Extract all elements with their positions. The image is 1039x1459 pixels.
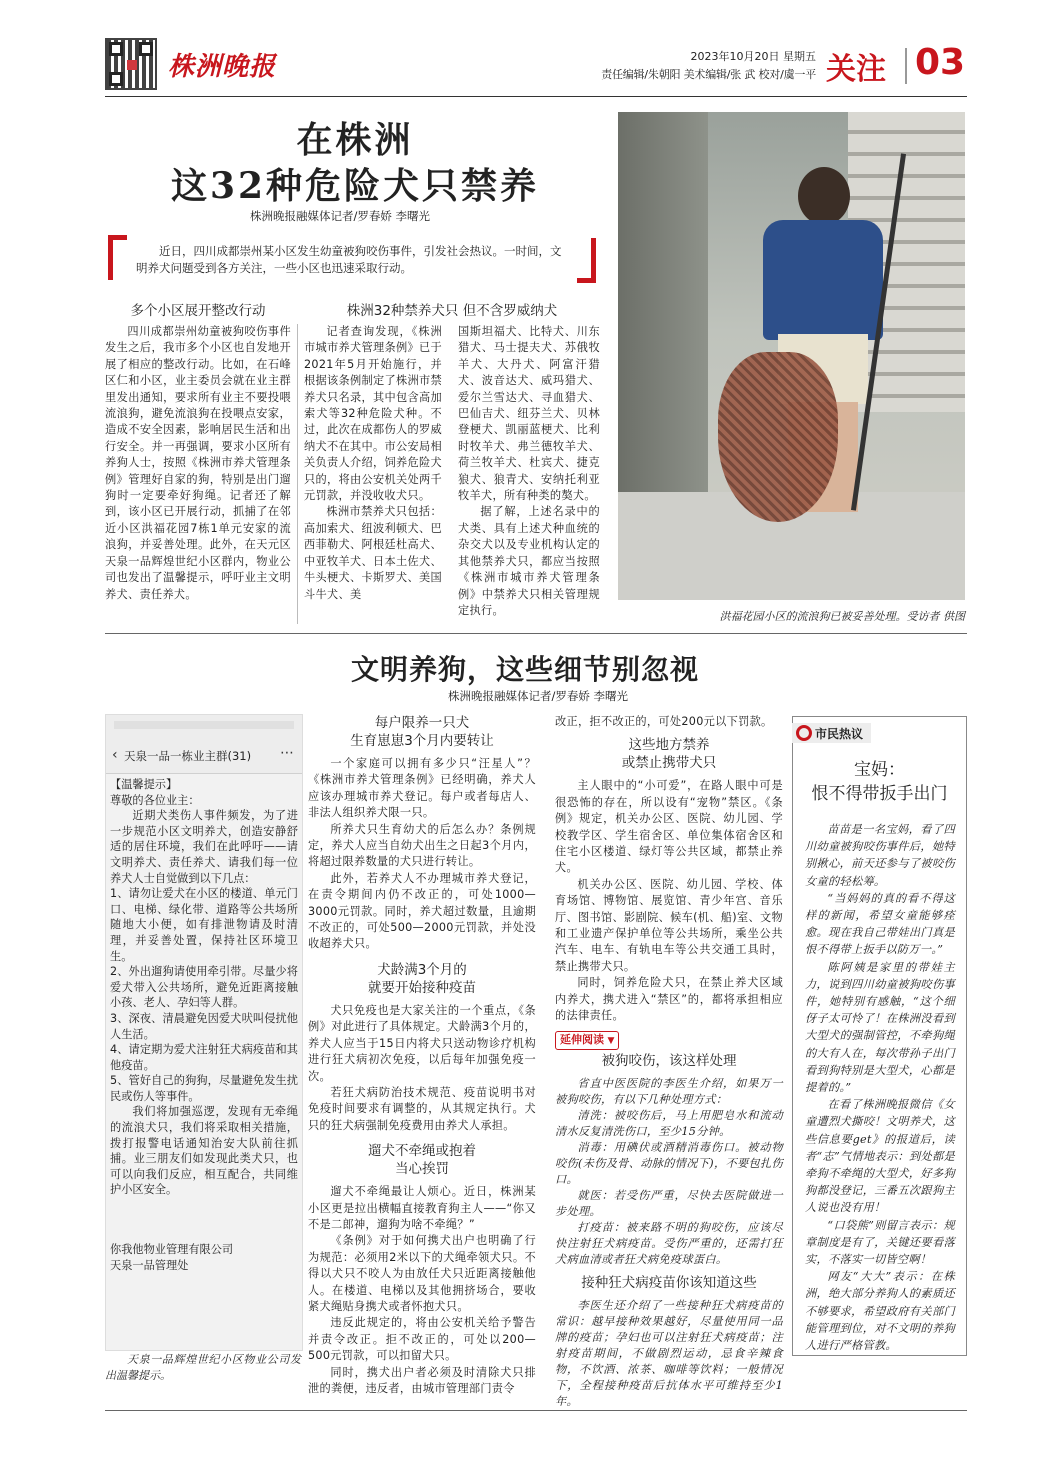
colA-head5: 遛犬不牵绳或抱着 — [368, 1143, 476, 1160]
article1-lead: 近日，四川成都崇州某小区发生幼童被狗咬伤事件，引发社会热议。一时间，文明养犬问题受到各方关注，一些小区也迅速采取行动。 — [136, 244, 562, 275]
article1-col2-p2: 株洲市禁养犬只包括：高加索犬、纽波利顿犬、巴西菲勒犬、阿根廷杜高犬、中亚牧羊犬、日本土佐犬、牛头梗犬、卡斯罗犬、美国斗牛犬、美 — [304, 505, 442, 601]
colA-p7: 《条例》对于如何携犬出户也明确了行为规范：必须用2米以下的犬绳牵领犬只。不得以犬只不咬人为由放任犬只近距离接触他人。在楼道、电梯以及其他拥挤场合，要收紧犬绳贴身携犬或者怀抱犬只。 — [308, 1234, 536, 1313]
colA-p2: 所养犬只生育幼犬的后怎么办？条例规定，养犬人应当自幼犬出生之日起3个月内，将超过限养数量的犬只进行转让。 — [308, 822, 536, 869]
photo-net-bag — [718, 352, 838, 522]
colB-p1: 主人眼中的“小可爱”，在路人眼中可是很恐怖的存在，所以设有“宠物”禁区。《条例》规定，机关办公区、医院、幼儿园、学校教学区、学生宿舍区、单位集体宿舍区和住宅小区楼道、绿灯等公共区域，都禁止养犬。 — [555, 779, 783, 875]
colB-p2: 机关办公区、医院、幼儿园、学校、体育场馆、博物馆、展览馆、青少年宫、音乐厅、图书馆、影剧院、候车(机、船)室、文物和工业遗产保护单位等公共场所，乘坐公共汽车、电车、有轨电车等公共交通工具时，禁止携带犬只。 — [555, 877, 783, 973]
article1-col2-head: 株洲32种禁养犬只 但不含罗威纳犬 — [346, 303, 558, 319]
masthead-rule — [105, 96, 967, 97]
article1-col2 — [304, 324, 442, 603]
qr-code — [105, 38, 157, 90]
article1-col2-p1: 记者查询发现，《株洲市城市养犬管理条例》已于2021年5月开始施行，并根据该条例制定了株洲市禁养犬只名录，其中包含高加索犬等32种危险犬种。不过，此次在成都伤人的罗威纳犬不在其中。市公安局相关负责人介绍，饲养危险犬只的，将由公安机关处两千元罚款，并没收收犬只。 — [304, 325, 442, 503]
colB-head2: 或禁止携带犬只 — [621, 755, 717, 772]
chat-screenshot — [105, 714, 303, 1351]
colA-p6: 遛犬不牵绳最让人烦心。近日，株洲某小区更是拉出横幅直接教育狗主人——“你又不是二郎神，遛狗为啥不牵绳？” — [308, 1185, 536, 1231]
colA-head4: 就要开始接种疫苗 — [368, 979, 476, 996]
more-icon[interactable]: ⋯ — [280, 745, 294, 761]
page-number: 03 — [915, 42, 966, 83]
article1-col1-head: 多个小区展开整改行动 — [130, 303, 266, 319]
colA-p3: 此外，若养犬人不办理城市养犬登记，在责令期间内仍不改正的，可处1000—3000元罚款。同时，养犬超过数量，且逾期不改正的，可处500—2000元罚款，并处没收超养犬只。 — [308, 871, 536, 951]
article1-title-line1: 在株洲 — [296, 119, 414, 161]
colB-p4: 省直中医医院的李医生介绍，如果万一被狗咬伤，有以下几种处理方式： — [555, 1076, 783, 1106]
article1-byline: 株洲晚报融媒体记者/罗春娇 李曙光 — [250, 209, 431, 223]
article1-col1 — [105, 324, 291, 603]
footer-rule — [105, 1410, 967, 1411]
colB-head1: 这些地方禁养 — [628, 737, 710, 754]
article-separator — [105, 633, 967, 634]
notice-item-5: 5、管好自己的狗狗，尽量避免发生扰民或伤人等事件。 — [110, 1074, 298, 1103]
sidebar-p5: “口袋熊”则留言表示：规章制度是有了，关键还要看落实，不落实一切皆空啊！ — [805, 1218, 955, 1267]
section-divider — [905, 48, 907, 84]
colB-p3: 同时，饲养危险犬只，在禁止养犬区域内养犬，携犬进入“禁区”的，都将承担相应的法律责任。 — [555, 976, 783, 1023]
sidebar-tag-label: 市民热议 — [815, 726, 864, 741]
colA-head1: 每户限养一只犬 — [374, 715, 470, 731]
sidebar-box — [792, 716, 967, 1356]
chat-header — [106, 715, 302, 774]
notice-sign-office: 天泉一品管理处 — [110, 1258, 189, 1272]
notice-sign-company: 你我他物业管理有限公司 — [110, 1243, 234, 1257]
sidebar-body — [805, 821, 955, 1354]
notice-item-3: 3、深夜、清晨避免因爱犬吠叫侵扰他人生活。 — [110, 1011, 298, 1041]
article1-photo — [618, 112, 965, 600]
triangle-icon: ▼ — [607, 1035, 615, 1046]
col-divider — [297, 324, 298, 624]
status-bar — [114, 721, 294, 729]
sidebar-tag — [792, 723, 871, 743]
notice-tag: 【温馨提示】 — [110, 778, 178, 791]
article1-col3-p2: 据了解，上述名录中的犬类、具有上述犬种血统的杂交犬以及专业机构认定的其他禁养犬只，都应当按照《株洲市城市养犬管理条例》中禁养犬只相关管理规定执行。 — [458, 505, 600, 617]
circle-icon — [796, 725, 812, 741]
sidebar-p6: 网友“大大”表示：在株洲，绝大部分养狗人的素质还不够要求，希望政府有关部门能管理到位，对不文明的养狗人进行严格管教。 — [805, 1270, 955, 1353]
colA-head3: 犬龄满3个月的 — [377, 961, 467, 978]
back-icon[interactable]: ‹ — [112, 747, 118, 763]
colB-head3: 被狗咬伤，该这样处理 — [601, 1052, 737, 1069]
colA-head6: 当心挨罚 — [395, 1161, 449, 1178]
article1-title-line2: 这32种危险犬只禁养 — [170, 165, 540, 207]
chat-message — [106, 777, 302, 1273]
colA-p8: 违反此规定的，将由公安机关给予警告并责令改正。拒不改正的，可处以200—500元罚款，可以扣留犬只。 — [308, 1316, 536, 1363]
notice-item-2: 2、外出遛狗请使用牵引带。尽量少将爱犬带入公共场所，避免近距离接触小孩、老人、孕妇等人群。 — [110, 965, 298, 1010]
chat-title: 天泉一品一栋业主群(31) — [124, 749, 252, 763]
article2-colB — [555, 714, 783, 1410]
notice-closing: 我们将加强巡逻，发现有无牵绳的流浪犬只，我们将采取相关措施，拨打报警电话通知治安大队前往抓捕。业三朋友们如发现此类犬只，也可以向我们反应，相互配合，共同维护小区安全。 — [110, 1105, 298, 1197]
bracket-bottom-right — [577, 238, 596, 283]
masthead-logo: 株洲晚报 — [168, 52, 277, 82]
photo-person-head — [798, 167, 850, 225]
colB-p5: 清洗：被咬伤后，马上用肥皂水和流动清水反复清洗伤口，至少15分钟。 — [555, 1108, 783, 1138]
editor-credits: 责任编辑/朱朝阳 美术编辑/张 武 校对/虞一平 — [601, 68, 816, 81]
bracket-top-left — [108, 235, 127, 280]
colA-p5: 若狂犬病防治技术规范、疫苗说明书对免疫时间要求有调整的，从其规定执行。犬只的狂犬病强制免疫费用由养犬人承担。 — [308, 1085, 536, 1132]
sidebar-p3: 陈阿姨是家里的带娃主力，说到四川幼童被狗咬伤事件，她特别有感触，“这个细伢子太可怜了！在株洲没看到大型犬的强制管控，不牵狗绳的大有人在，每次带孙子出门看到狗特别是大型犬，心都是提着的。” — [805, 960, 955, 1095]
article1-lead-box — [108, 235, 596, 283]
colB-p6: 消毒：用碘伏或酒精消毒伤口。被动物咬伤(未伤及骨、动脉的情况下)，不要包扎伤口。 — [555, 1140, 783, 1186]
sidebar-p2: “当妈妈的真的看不得这样的新闻，希望女童能够痊愈。现在我自己带娃出门真是恨不得带上扳手以防万一。” — [805, 891, 955, 957]
colB-p7: 就医：若受伤严重，尽快去医院做进一步处理。 — [555, 1188, 783, 1218]
section-name: 关注 — [826, 52, 886, 87]
issue-date: 2023年10月20日 星期五 — [690, 50, 816, 63]
sidebar-p1: 苗苗是一名宝妈，看了四川幼童被狗咬伤事件后，她特别揪心，前天还参与了被咬伤女童的轻松筹。 — [805, 823, 955, 888]
colA-p4: 犬只免疫也是大家关注的一个重点，《条例》对此进行了具体规定。犬龄满3个月的，养犬人应当于15日内将犬只送动物诊疗机构进行狂犬病初次免疫，以后每年加强免疫一次。 — [308, 1003, 536, 1083]
colB-p0: 改正，拒不改正的，可处200元以下罚款。 — [555, 715, 773, 728]
notice-greeting: 尊敬的各位业主： — [110, 793, 200, 807]
sidebar-title2: 恨不得带扳手出门 — [811, 784, 948, 804]
article2-colA — [308, 714, 536, 1397]
colB-head4: 接种狂犬病疫苗你该知道这些 — [581, 1274, 757, 1291]
sidebar-p4: 在看了株洲晚报微信《女童遭烈犬撕咬！文明养犬，这些信息要get》的报道后，读者“志”气情地表示：到处都是牵狗不牵绳的大型犬，好多狗狗都没登记，三番五次跟狗主人说也没有用！ — [805, 1098, 955, 1215]
article2-byline: 株洲晚报融媒体记者/罗春娇 李曙光 — [448, 689, 629, 703]
colA-p1: 一个家庭可以拥有多少只“汪星人”？《株洲市养犬管理条例》已经明确，养犬人应该办理城市养犬登记。每户或者每店人、非法人组织养犬限一只。 — [308, 757, 536, 820]
chat-caption: 天泉一品辉煌世纪小区物业公司发出温馨提示。 — [105, 1353, 301, 1382]
colB-p8: 打疫苗：被来路不明的狗咬伤，应该尽快注射狂犬病疫苗。受伤严重的，还需打狂犬病血清或者狂犬病免疫球蛋白。 — [555, 1220, 783, 1266]
notice-item-1: 1、请勿让爱犬在小区的楼道、单元门口、电梯、绿化带、道路等公共场所随地大小便，如有排泄物请及时清理，并妥善处置，保持社区环境卫生。 — [110, 887, 298, 963]
photo-caption: 洪福花园小区的流浪狗已被妥善处理。受访者 供图 — [719, 610, 965, 623]
article1-col1-text: 四川成都崇州幼童被狗咬伤事件发生之后，我市多个小区也自发地开展了相应的整改行动。比如，在石峰区仁和小区，业主委员会就在业主群里发出通知，要求所有业主不要投喂流浪狗，避免流浪狗在投喂点安家，造成不安全因素，影响居民生活和出行安全。并一再强调，要求小区所有养狗人士，按照《株洲市养犬管理条例》管理好自家的狗，特别是出门遛狗时一定要牵好狗绳。记者还了解到，该小区已开展行动，抓捕了在邻近小区洪福花园7栋1单元安家的流浪狗，并妥善处理。此外，在天元区天泉一品辉煌世纪小区群内，物业公司也发出了温馨提示，呼吁业主文明养犬、责任养犬。 — [105, 325, 291, 601]
notice-item-4: 4、请定期为爱犬注射狂犬病疫苗和其他疫苗。 — [110, 1043, 298, 1072]
photo-person-vest — [763, 220, 883, 340]
extended-reading-label: 延伸阅读 — [560, 1032, 604, 1046]
extended-reading-tag — [555, 1031, 619, 1050]
article1-col3-p1: 国斯坦福犬、比特犬、川东猎犬、马士提夫犬、苏俄牧羊犬、大丹犬、阿富汗猎犬、波音达犬、威玛猎犬、爱尔兰雪达犬、寻血猎犬、巴仙吉犬、纽芬兰犬、贝林登梗犬、凯丽蓝梗犬、比利时牧羊犬、弗兰德牧羊犬、荷兰牧羊犬、杜宾犬、捷克狼犬、狼青犬、安纳托利亚牧羊犬，所有种类的獒犬。 — [458, 325, 600, 503]
article1-col3 — [458, 324, 600, 619]
sidebar-title1: 宝妈： — [854, 760, 905, 780]
colA-head2: 生育崽崽3个月内要转让 — [350, 733, 494, 749]
article2-title: 文明养狗，这些细节别忽视 — [350, 653, 699, 686]
colB-p9: 李医生还介绍了一些接种狂犬病疫苗的常识：越早接种效果越好，尽量使用同一品牌的疫苗；孕妇也可以注射狂犬病疫苗；注射疫苗期间，不做剧烈运动，忌食辛辣食物，不饮酒、浓茶、咖啡等饮料；一般情况下，全程接种疫苗后抗体水平可维持至少1年。 — [555, 1298, 783, 1408]
notice-intro: 近期犬类伤人事件频发，为了进一步规范小区文明养犬，创造安静舒适的居住环境，我们在此呼吁——请文明养犬、责任养犬、请我们每一位养犬人士自觉做到以下几点： — [110, 809, 298, 885]
colA-p9: 同时，携犬出户者必须及时清除犬只排泄的粪便，违反者，由城市管理部门责令 — [308, 1365, 536, 1395]
